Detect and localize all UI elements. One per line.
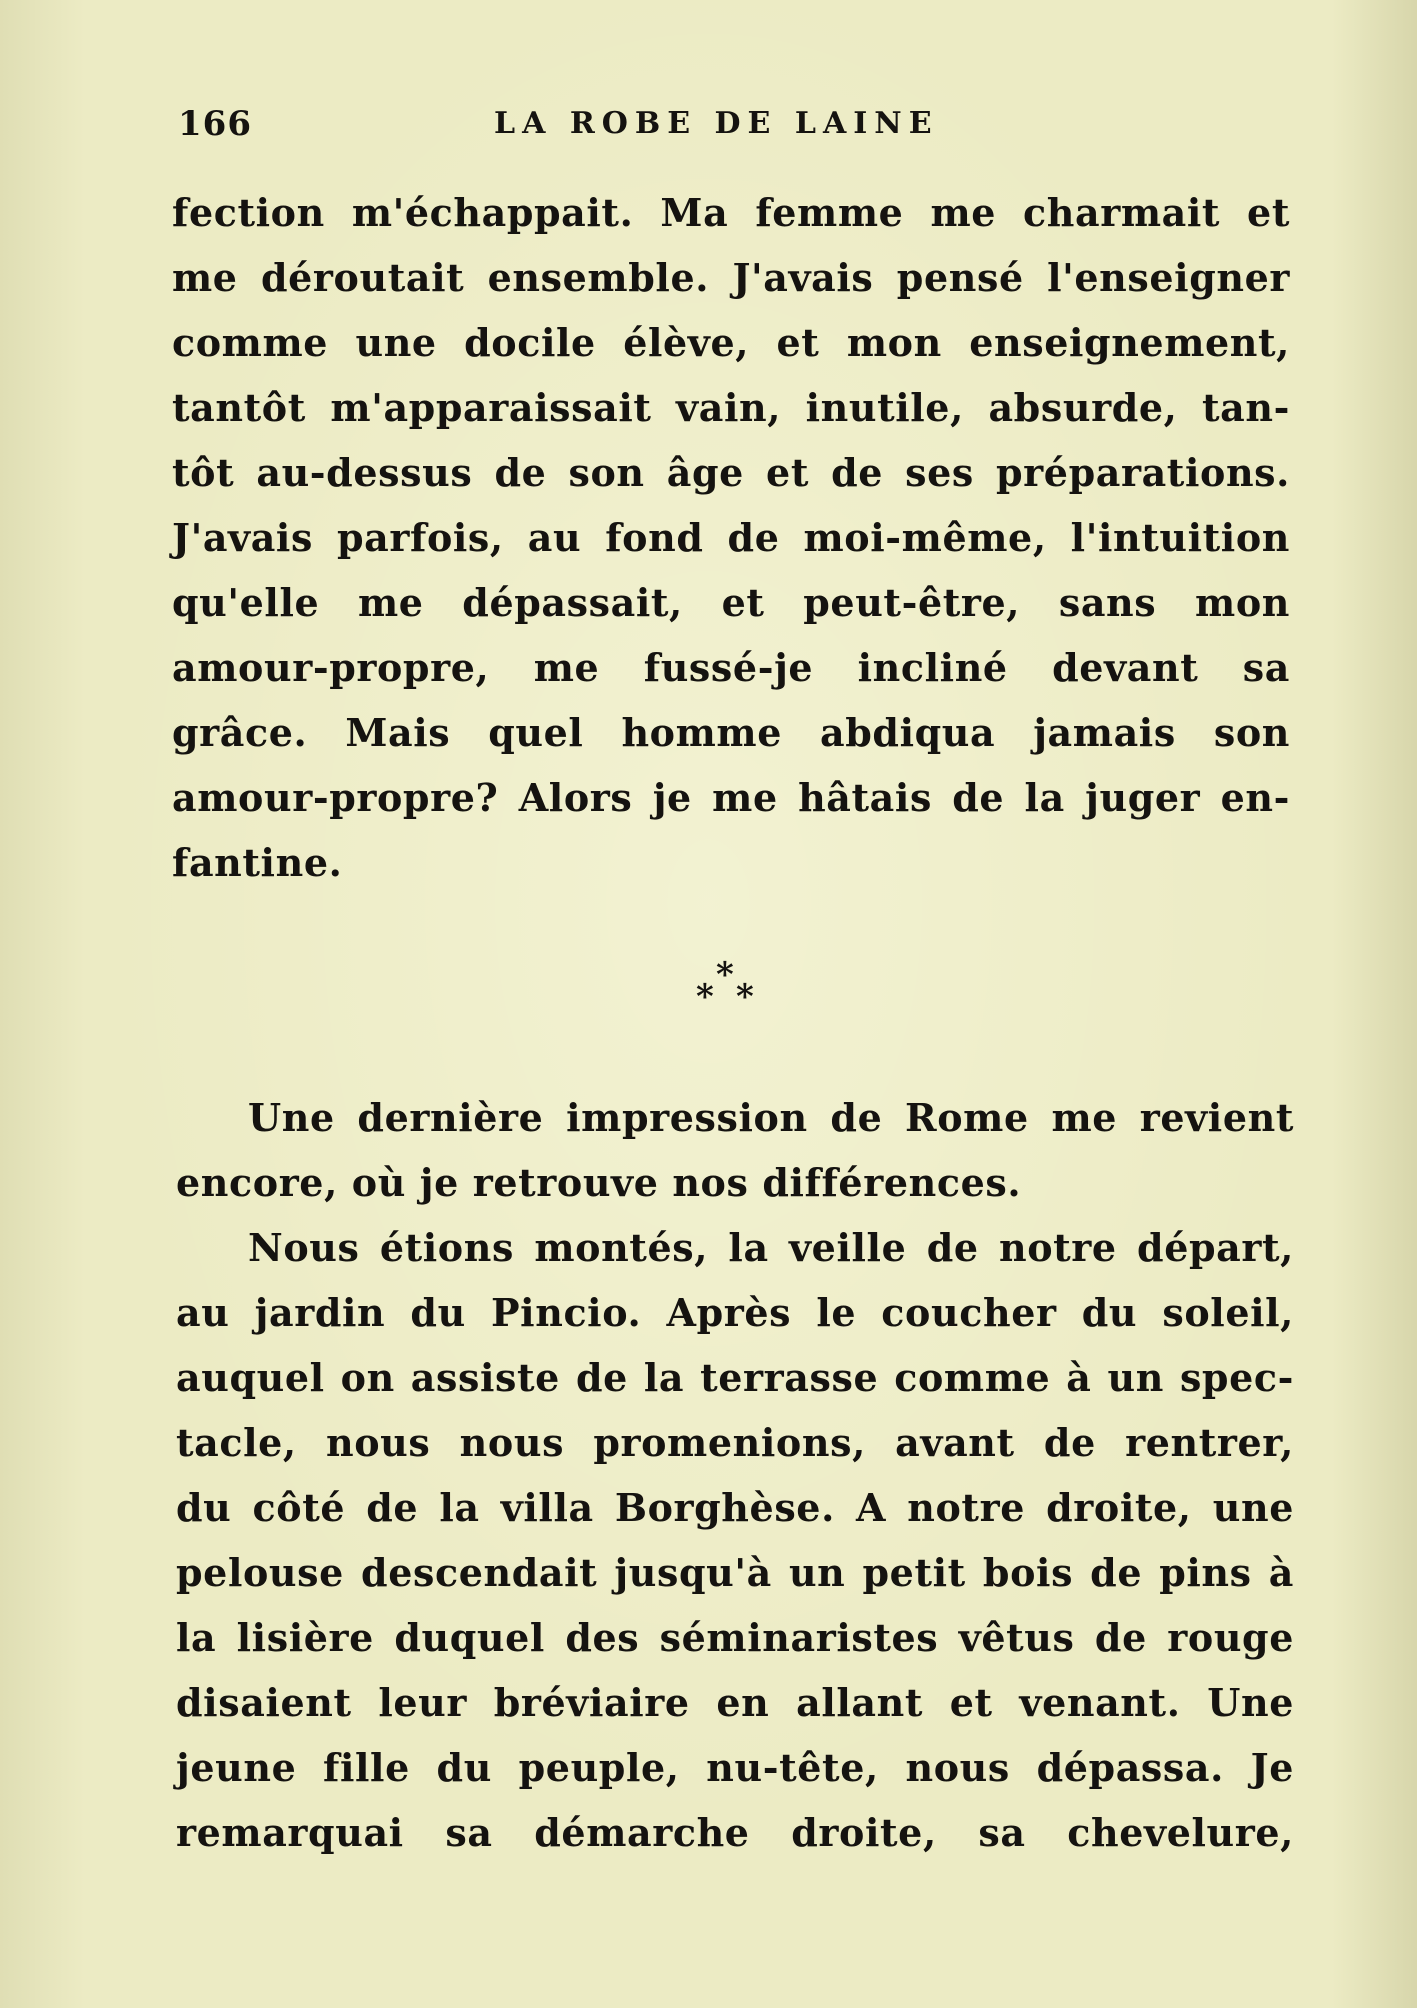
- paragraph-rome-impression: [176, 1085, 1294, 1865]
- text-line: fantine.: [172, 840, 343, 885]
- asterism-star: *: [736, 977, 754, 1017]
- running-title: LA ROBE DE LAINE: [494, 106, 939, 141]
- text-line: disaient leur bréviaire en allant et venant. Une: [176, 1680, 1294, 1725]
- text-line: pelouse descendait jusqu'à un petit bois de pins à: [176, 1550, 1294, 1595]
- text-line: tacle, nous nous promenions, avant de rentrer,: [176, 1420, 1294, 1465]
- text-line: J'avais parfois, au fond de moi-même, l'intuition: [172, 515, 1290, 560]
- text-line: auquel on assiste de la terrasse comme à un spec-: [176, 1355, 1294, 1400]
- text-line: remarquai sa démarche droite, sa chevelure,: [176, 1810, 1294, 1855]
- text-line: fection m'échappait. Ma femme me charmait et: [172, 190, 1290, 235]
- text-line: au jardin du Pincio. Après le coucher du soleil,: [176, 1290, 1294, 1335]
- text-line: tantôt m'apparaissait vain, inutile, absurde, tan-: [172, 385, 1290, 430]
- text-line: qu'elle me dépassait, et peut-être, sans mon: [172, 580, 1290, 625]
- asterism-star: *: [716, 955, 734, 995]
- text-line: Nous étions montés, la veille de notre départ,: [248, 1225, 1294, 1270]
- text-line: la lisière duquel des séminaristes vêtus de rouge: [176, 1615, 1294, 1660]
- text-line: du côté de la villa Borghèse. A notre droite, une: [176, 1485, 1294, 1530]
- paragraph-continuation: [172, 180, 1290, 895]
- page-number: 166: [178, 104, 252, 144]
- text-line: amour-propre? Alors je me hâtais de la juger en-: [172, 775, 1290, 820]
- text-line: tôt au-dessus de son âge et de ses préparations.: [172, 450, 1290, 495]
- text-line: Une dernière impression de Rome me revient: [248, 1095, 1294, 1140]
- text-line: encore, où je retrouve nos différences.: [176, 1160, 1022, 1205]
- text-line: grâce. Mais quel homme abdiqua jamais son: [172, 710, 1290, 755]
- running-head: [178, 104, 1288, 154]
- text-line: comme une docile élève, et mon enseignement,: [172, 320, 1290, 365]
- text-line: amour-propre, me fussé-je incliné devant sa: [172, 645, 1290, 690]
- text-line: jeune fille du peuple, nu-tête, nous dépassa. Je: [176, 1745, 1294, 1790]
- text-line: me déroutait ensemble. J'avais pensé l'enseigner: [172, 255, 1290, 300]
- section-break-asterism: [680, 955, 780, 1028]
- asterism-star: *: [696, 977, 714, 1017]
